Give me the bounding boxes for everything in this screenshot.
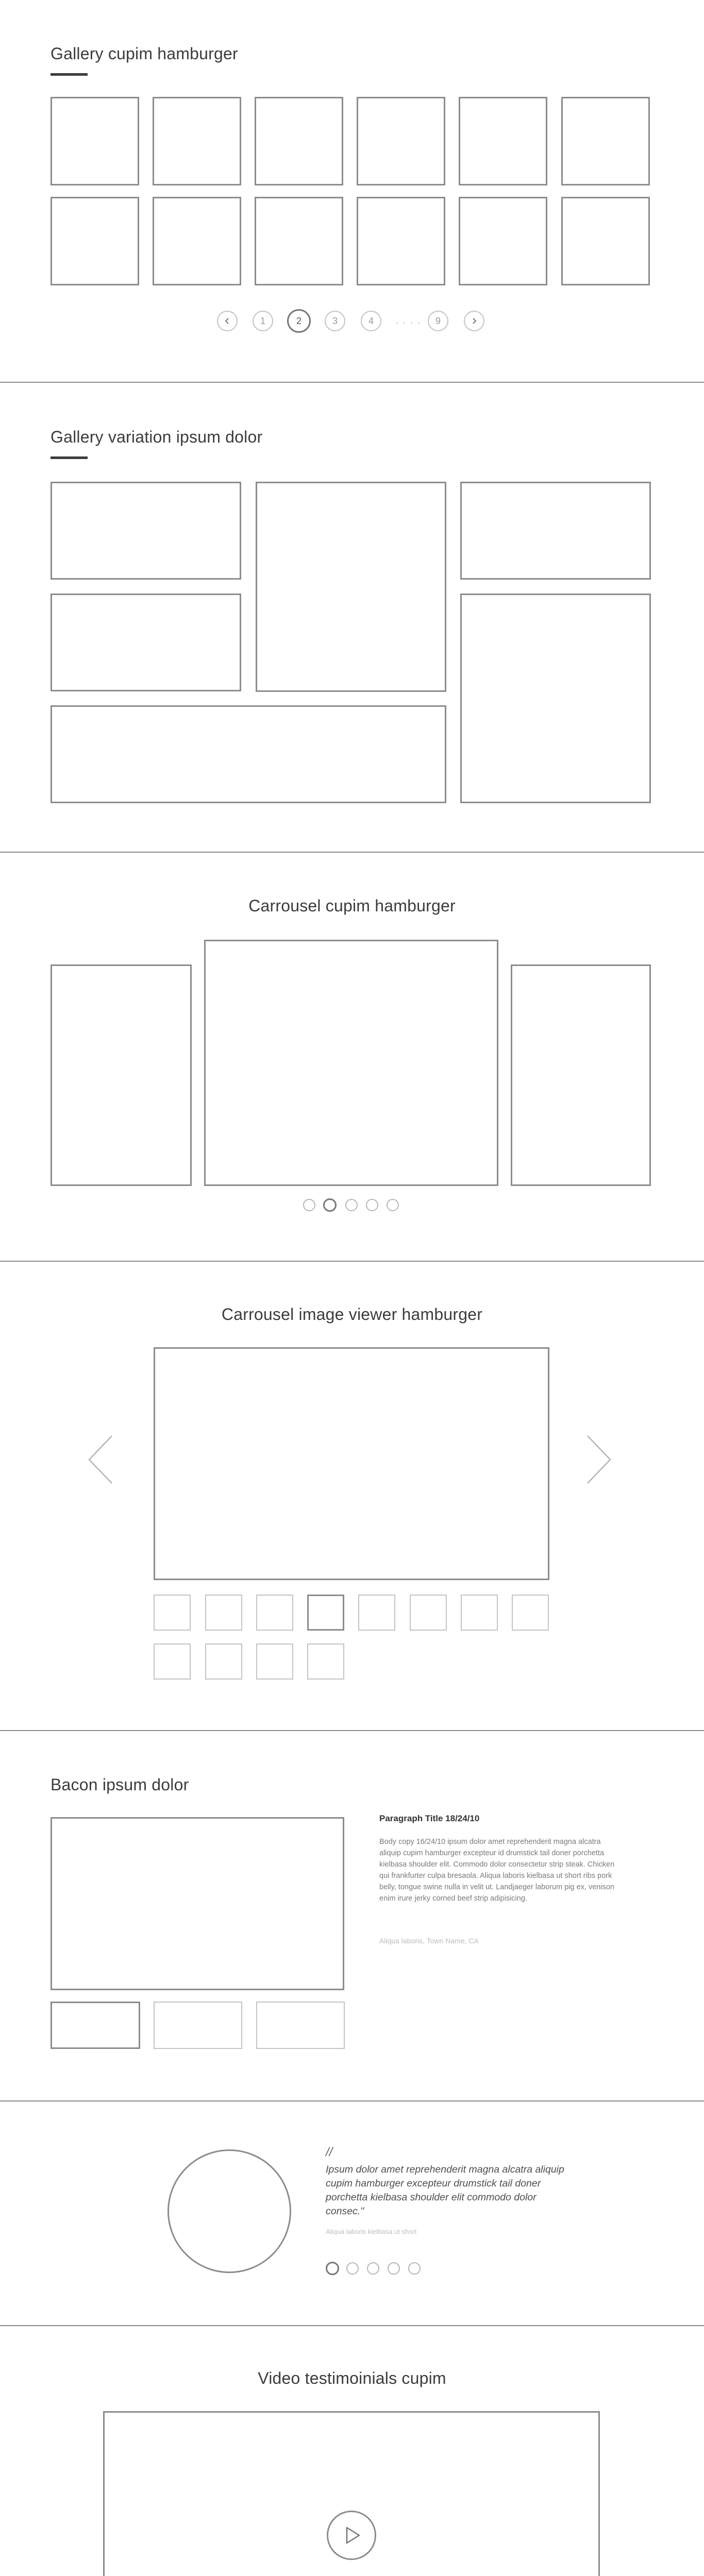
section-divider xyxy=(0,2100,704,2102)
pagination-prev-button[interactable] xyxy=(217,311,238,331)
testimonial-dot[interactable] xyxy=(346,2262,359,2275)
pagination-page-4[interactable]: 4 xyxy=(361,311,381,331)
chevron-right-icon xyxy=(471,317,478,325)
pagination-page-last[interactable]: 9 xyxy=(428,311,448,331)
gallery-variation-underline xyxy=(51,456,88,459)
gallery-tile[interactable] xyxy=(561,97,650,185)
masonry-tile[interactable] xyxy=(51,482,241,580)
viewer-thumbnail[interactable] xyxy=(410,1595,447,1631)
paragraph-title: Paragraph Title 18/24/10 xyxy=(379,1814,480,1823)
testimonial-dot[interactable] xyxy=(408,2262,421,2275)
section-divider xyxy=(0,1730,704,1731)
viewer-thumbnail[interactable] xyxy=(256,1643,293,1680)
masonry-tile[interactable] xyxy=(460,594,651,803)
bacon-main-image[interactable] xyxy=(51,1817,344,1990)
section-divider xyxy=(0,2325,704,2326)
bacon-thumbnail[interactable] xyxy=(256,2002,345,2049)
testimonial-quote: Ipsum dolor amet reprehenderit magna alcatra aliquip cupim hamburger excepteur drumstick tail doner porchetta kielbasa shoulder elit commodo dolor consec." xyxy=(326,2164,564,2217)
gallery-title-underline xyxy=(51,73,88,76)
quote-mark: // xyxy=(326,2145,333,2159)
gallery-tile[interactable] xyxy=(153,97,241,185)
bacon-thumbnail[interactable] xyxy=(154,2002,242,2049)
viewer-thumbnail[interactable] xyxy=(205,1595,242,1631)
viewer-next-button[interactable] xyxy=(583,1434,614,1485)
bacon-caption: Aliqua laboris, Town Name, CA xyxy=(379,1937,479,1945)
gallery-tile[interactable] xyxy=(51,97,139,185)
viewer-thumbnail[interactable] xyxy=(205,1643,242,1680)
viewer-prev-button[interactable] xyxy=(85,1434,116,1485)
testimonial-dot[interactable] xyxy=(388,2262,400,2275)
gallery-tile[interactable] xyxy=(255,97,343,185)
gallery-tile[interactable] xyxy=(459,97,547,185)
image-viewer-title: Carrousel image viewer hamburger xyxy=(221,1305,483,1324)
gallery-title: Gallery cupim hamburger xyxy=(51,44,238,63)
masonry-tile[interactable] xyxy=(51,705,446,803)
viewer-main-image[interactable] xyxy=(154,1347,549,1580)
carousel-slide-active[interactable] xyxy=(204,940,498,1186)
pagination-page-1[interactable]: 1 xyxy=(253,311,273,331)
viewer-thumbnail[interactable] xyxy=(461,1595,498,1631)
carousel-slide-prev[interactable] xyxy=(51,964,192,1186)
viewer-thumbnail[interactable] xyxy=(358,1595,395,1631)
chevron-left-icon xyxy=(224,317,231,325)
viewer-thumbnail[interactable] xyxy=(512,1595,549,1631)
testimonial-avatar xyxy=(167,2149,291,2273)
carousel-dot[interactable] xyxy=(387,1199,399,1211)
gallery-tile[interactable] xyxy=(357,97,445,185)
testimonial-dot[interactable] xyxy=(367,2262,379,2275)
gallery-tile[interactable] xyxy=(561,197,650,285)
viewer-thumbnail-active[interactable] xyxy=(307,1595,344,1631)
bacon-title: Bacon ipsum dolor xyxy=(51,1775,189,1794)
carousel-slide-next[interactable] xyxy=(511,964,651,1186)
viewer-thumbnail[interactable] xyxy=(256,1595,293,1631)
gallery-tile[interactable] xyxy=(459,197,547,285)
pagination-page-3[interactable]: 3 xyxy=(325,311,345,331)
viewer-thumbnail[interactable] xyxy=(154,1595,191,1631)
carousel-title: Carrousel cupim hamburger xyxy=(248,896,456,915)
viewer-thumbnail[interactable] xyxy=(154,1643,191,1680)
chevron-left-icon xyxy=(85,1434,116,1485)
masonry-tile[interactable] xyxy=(256,482,446,692)
gallery-tile[interactable] xyxy=(153,197,241,285)
testimonial-dot-active[interactable] xyxy=(326,2262,339,2275)
chevron-right-icon xyxy=(583,1434,614,1485)
testimonial-caption: Aliqua laboris kielbasa ut short xyxy=(326,2228,417,2235)
carousel-dot-active[interactable] xyxy=(323,1198,337,1212)
carousel-dot[interactable] xyxy=(345,1199,358,1211)
carousel-dot[interactable] xyxy=(303,1199,315,1211)
pagination-next-button[interactable] xyxy=(464,311,484,331)
video-title: Video testimoinials cupim xyxy=(258,2369,446,2387)
gallery-tile[interactable] xyxy=(255,197,343,285)
play-icon xyxy=(328,2512,375,2558)
pagination-ellipsis: . . . . xyxy=(396,315,422,326)
body-copy: Body copy 16/24/10 ipsum dolor amet reprehenderit magna alcatra aliquip cupim hamburger excepteur id drumstick tail doner porchetta kielbasa shoulder elit. Commodo dolor consectetur strip steak. Chicken qui frankfurter culpa bresaola. Aliqua laboris kielbasa ut short ribs pork belly, tongue swine nulla in velit ut. Landjaeger laborum pig ex, venison enim irure jerky corned beef strip adipisicing. xyxy=(379,1838,615,1903)
masonry-tile[interactable] xyxy=(51,594,241,691)
masonry-tile[interactable] xyxy=(460,482,651,580)
section-divider xyxy=(0,382,704,383)
pagination-page-2[interactable]: 2 xyxy=(287,309,311,333)
gallery-variation-title: Gallery variation ipsum dolor xyxy=(51,428,263,446)
viewer-thumbnail[interactable] xyxy=(307,1643,344,1680)
section-divider xyxy=(0,852,704,853)
carousel-dot[interactable] xyxy=(366,1199,378,1211)
gallery-tile[interactable] xyxy=(51,197,139,285)
section-divider xyxy=(0,1261,704,1262)
bacon-thumbnail-active[interactable] xyxy=(51,2002,140,2049)
play-button[interactable] xyxy=(327,2511,376,2560)
gallery-tile[interactable] xyxy=(357,197,445,285)
